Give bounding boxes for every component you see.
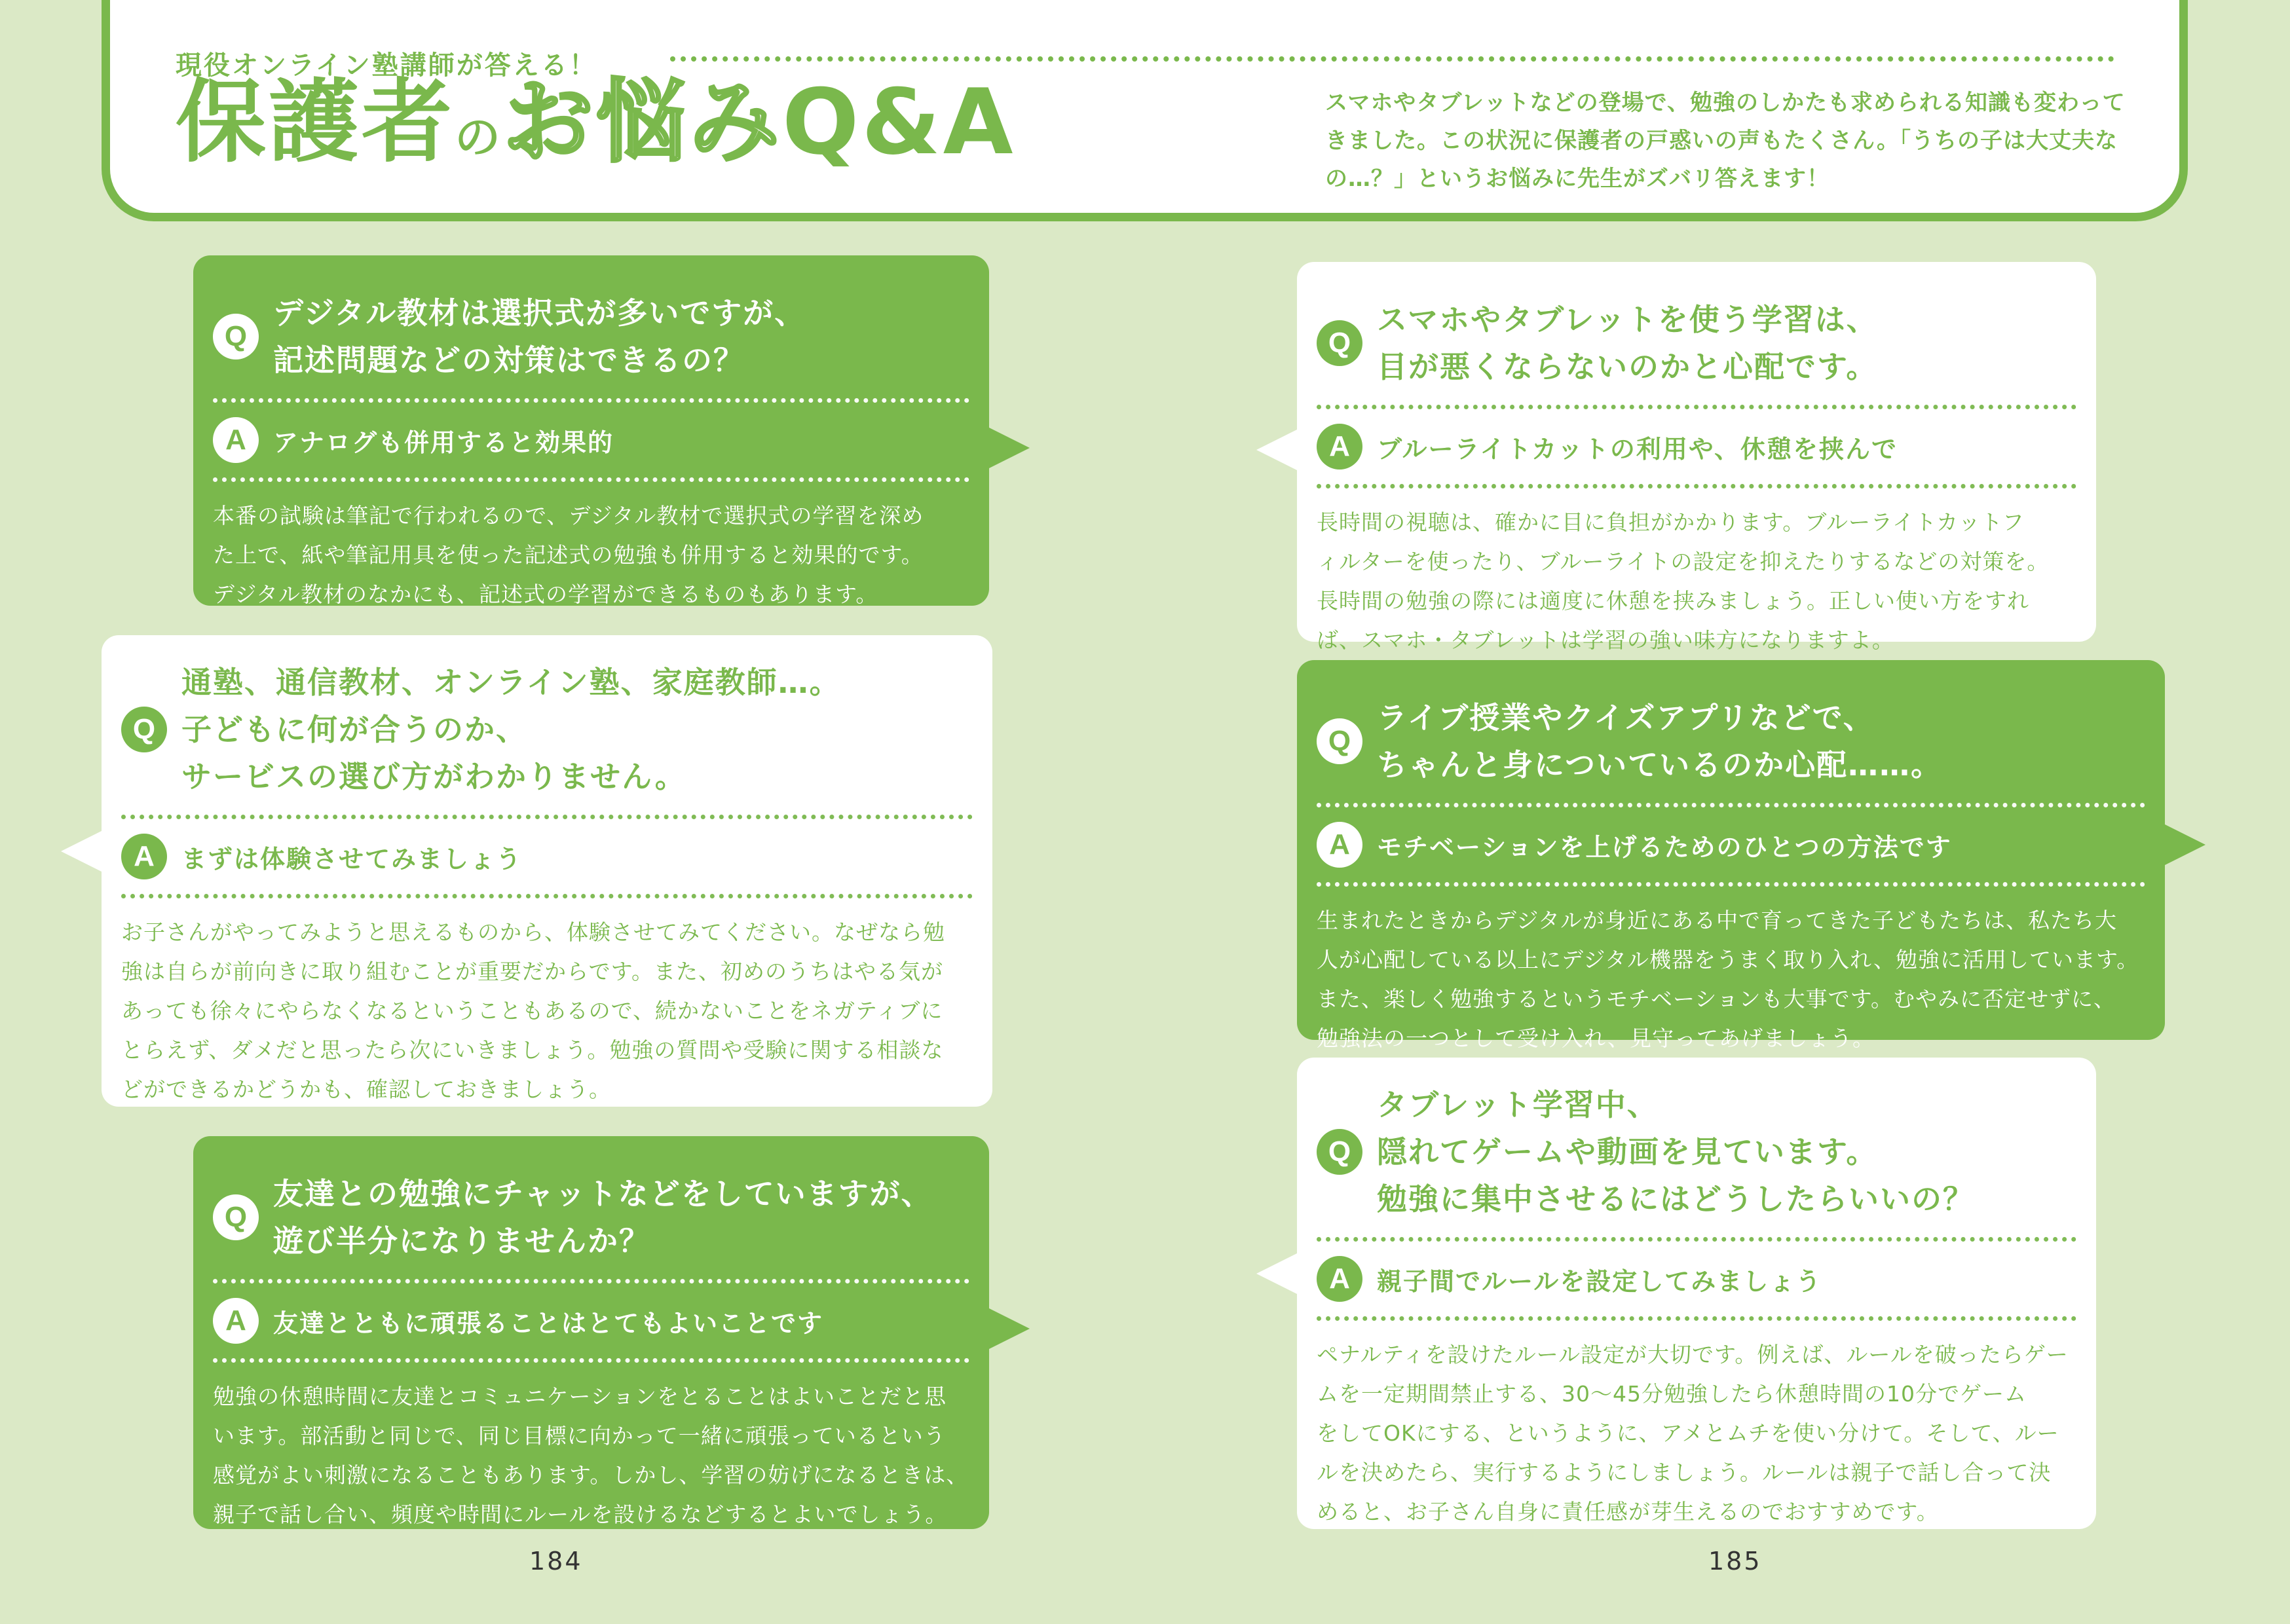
dotted-divider	[213, 477, 969, 482]
answer-title: 友達とともに頑張ることはとてもよいことです	[273, 1308, 824, 1338]
a-badge-icon: A	[213, 417, 259, 463]
qa-card-4	[1297, 262, 2096, 653]
question-text	[273, 289, 806, 384]
body-line: ィルターを使ったり、ブルーライトの設定を抑えたりするなどの対策を。	[1317, 549, 2050, 574]
question-text	[1377, 1081, 1974, 1223]
question-row	[1317, 1081, 2076, 1223]
question-line: 記述問題などの対策はできるの？	[273, 342, 745, 378]
question-row	[213, 1170, 969, 1264]
speech-tail	[1256, 429, 1298, 471]
question-line: 目が悪くならないのかと心配です。	[1377, 349, 1878, 384]
dotted-divider	[121, 815, 973, 819]
body-line: 生まれたときからデジタルが身近にある中で育ってきた子どもたちは、私たち大	[1317, 908, 2118, 933]
answer-title: ブルーライトカットの利用や、休憩を挟んで	[1377, 434, 1898, 464]
dotted-divider	[213, 398, 969, 403]
answer-row	[213, 417, 969, 463]
body-line: とらえず、ダメだと思ったら次にいきましょう。勉強の質問や受験に関する相談な	[121, 1037, 944, 1063]
answer-body	[213, 1377, 969, 1534]
answer-body	[213, 496, 969, 614]
qa-card-5	[1297, 660, 2165, 1051]
qa-card-6	[1297, 1058, 2096, 1529]
answer-body	[1317, 1335, 2076, 1532]
header-kicker: 現役オンライン塾講師が答える！	[176, 50, 597, 81]
question-text	[273, 1170, 933, 1264]
body-line: デジタル教材のなかにも、記述式の学習ができるものもあります。	[213, 581, 878, 607]
speech-tail	[61, 830, 103, 872]
question-text	[181, 659, 841, 800]
dotted-divider	[1317, 1316, 2076, 1321]
body-line: また、楽しく勉強するというモチベーションも大事です。むやみに否定せずに、	[1317, 986, 2116, 1012]
title-qa: Q&A	[782, 69, 1016, 175]
intro-line: スマホやタブレットなどの登場で、勉強のしかたも求められる知識も変わって	[1325, 90, 2126, 116]
dotted-divider	[213, 1358, 969, 1363]
answer-body	[1317, 503, 2076, 660]
question-line: 隠れてゲームや動画を見ています。	[1377, 1134, 1878, 1170]
page-header	[102, 0, 2188, 221]
answer-row	[1317, 1256, 2076, 1302]
body-line: 感覚がよい刺激になることもあります。しかし、学習の妨げになるときは、	[213, 1462, 969, 1488]
a-badge-icon: A	[1317, 424, 1362, 470]
intro-line: の…？」というお悩みに先生がズバリ答えます！	[1325, 166, 1830, 192]
body-line: 本番の試験は筆記で行われるので、デジタル教材で選択式の学習を深め	[213, 503, 924, 528]
q-badge-icon: Q	[1317, 1129, 1362, 1175]
body-line: 強は自らが前向きに取り組むことが重要だからです。また、初めのうちはやる気が	[121, 959, 944, 984]
question-row	[1317, 694, 2145, 788]
body-line: ば、スマホ・タブレットは学習の強い味方になりますよ。	[1317, 627, 1894, 653]
body-line: 長時間の視聴は、確かに目に負担がかかります。ブルーライトカットフ	[1317, 509, 2025, 535]
body-line: お子さんがやってみようと思えるものから、体験させてみてください。なぜなら勉	[121, 919, 945, 945]
dotted-divider	[1317, 484, 2076, 489]
a-badge-icon: A	[213, 1298, 259, 1344]
body-line: います。部活動と同じで、同じ目標に向かって一緒に頑張っているという	[213, 1423, 946, 1449]
question-line: タブレット学習中、	[1377, 1087, 1659, 1122]
page-number-left: 184	[529, 1547, 583, 1576]
question-line: ちゃんと身についているのか心配……。	[1377, 747, 1943, 783]
question-line: サービスの選び方がわかりません。	[181, 759, 686, 794]
title-main: 保護者	[176, 69, 455, 175]
body-line: めると、お子さん自身に責任感が芽生えるのでおすすめです。	[1317, 1499, 1939, 1524]
body-line: ムを一定期間禁止する、30～45分勉強したら休憩時間の10分でゲーム	[1317, 1381, 2027, 1407]
speech-tail	[988, 1308, 1030, 1350]
answer-title: アナログも併用すると効果的	[273, 428, 614, 457]
answer-title: まずは体験させてみましょう	[181, 844, 523, 874]
question-line: 遊び半分になりませんか？	[273, 1223, 650, 1259]
answer-row	[1317, 424, 2076, 470]
dotted-divider	[1317, 1237, 2076, 1242]
intro-text	[1325, 84, 2144, 198]
question-row	[213, 289, 969, 384]
speech-tail	[2164, 824, 2206, 866]
a-badge-icon: A	[1317, 1256, 1362, 1302]
answer-body	[1317, 901, 2145, 1058]
body-line: 人が心配している以上にデジタル機器をうまく取り入れ、勉強に活用しています。	[1317, 947, 2139, 972]
body-line: どができるかどうかも、確認しておきましょう。	[121, 1077, 611, 1102]
question-line: 友達との勉強にチャットなどをしていますが、	[273, 1176, 933, 1211]
body-line: 長時間の勉強の際には適度に休憩を挟みましょう。正しい使い方をすれ	[1317, 588, 2029, 614]
body-line: 勉強の休憩時間に友達とコミュニケーションをとることはよいことだと思	[213, 1384, 947, 1409]
title-particle: の	[455, 111, 504, 164]
question-line: 子どもに何が合うのか、	[181, 712, 527, 747]
a-badge-icon: A	[121, 834, 167, 879]
body-line: をしてOKにする、というように、アメとムチを使い分けて。そして、ルー	[1317, 1420, 2059, 1446]
body-line: あっても徐々にやらなくなるということもあるので、続かないことをネガティブに	[121, 998, 943, 1024]
body-line: た上で、紙や筆記用具を使った記述式の勉強も併用すると効果的です。	[213, 542, 924, 568]
a-badge-icon: A	[1317, 822, 1362, 868]
question-row	[121, 659, 973, 800]
question-line: デジタル教材は選択式が多いですが、	[273, 295, 806, 331]
qa-card-3	[193, 1136, 989, 1529]
dotted-divider	[1317, 405, 2076, 409]
speech-tail	[988, 427, 1030, 469]
answer-row	[1317, 822, 2145, 868]
question-line: スマホやタブレットを使う学習は、	[1377, 302, 1878, 337]
answer-row	[121, 834, 973, 879]
dotted-divider	[1317, 882, 2145, 887]
qa-card-2	[102, 635, 992, 1107]
dotted-divider	[1317, 803, 2145, 807]
q-badge-icon: Q	[213, 314, 259, 360]
q-badge-icon: Q	[121, 707, 167, 752]
page-title	[176, 69, 1016, 175]
page-number-right: 185	[1708, 1547, 1762, 1576]
question-line: 勉強に集中させるにはどうしたらいいの？	[1377, 1181, 1974, 1217]
body-line: ペナルティを設けたルール設定が大切です。例えば、ルールを破ったらゲー	[1317, 1342, 2069, 1367]
question-text	[1377, 694, 1942, 788]
q-badge-icon: Q	[213, 1194, 259, 1240]
answer-row	[213, 1298, 969, 1344]
answer-body	[121, 913, 973, 1109]
dotted-divider	[213, 1279, 969, 1283]
answer-title: モチベーションを上げるためのひとつの方法です	[1377, 832, 1952, 862]
qa-card-1	[193, 255, 989, 606]
body-line: 親子で話し合い、頻度や時間にルールを設けるなどするとよいでしょう。	[213, 1502, 948, 1527]
body-line: 勉強法の一つとして受け入れ、見守ってあげましょう。	[1317, 1025, 1875, 1051]
question-line: 通塾、通信教材、オンライン塾、家庭教師…。	[181, 665, 841, 700]
q-badge-icon: Q	[1317, 320, 1362, 366]
question-line: ライブ授業やクイズアプリなどで、	[1377, 700, 1875, 735]
body-line: ルを決めたら、実行するようにしましょう。ルールは親子で話し合って決	[1317, 1460, 2052, 1485]
q-badge-icon: Q	[1317, 718, 1362, 764]
speech-tail	[1256, 1253, 1298, 1295]
question-text	[1377, 296, 1878, 390]
intro-line: きました。この状況に保護者の戸惑いの声もたくさん。「うちの子は大丈夫な	[1325, 128, 2118, 154]
question-row	[1317, 296, 2076, 390]
dotted-divider	[121, 894, 973, 898]
answer-title: 親子間でルールを設定してみましょう	[1377, 1266, 1822, 1296]
dotted-divider	[670, 56, 2114, 62]
title-outline: お悩み	[503, 69, 783, 175]
